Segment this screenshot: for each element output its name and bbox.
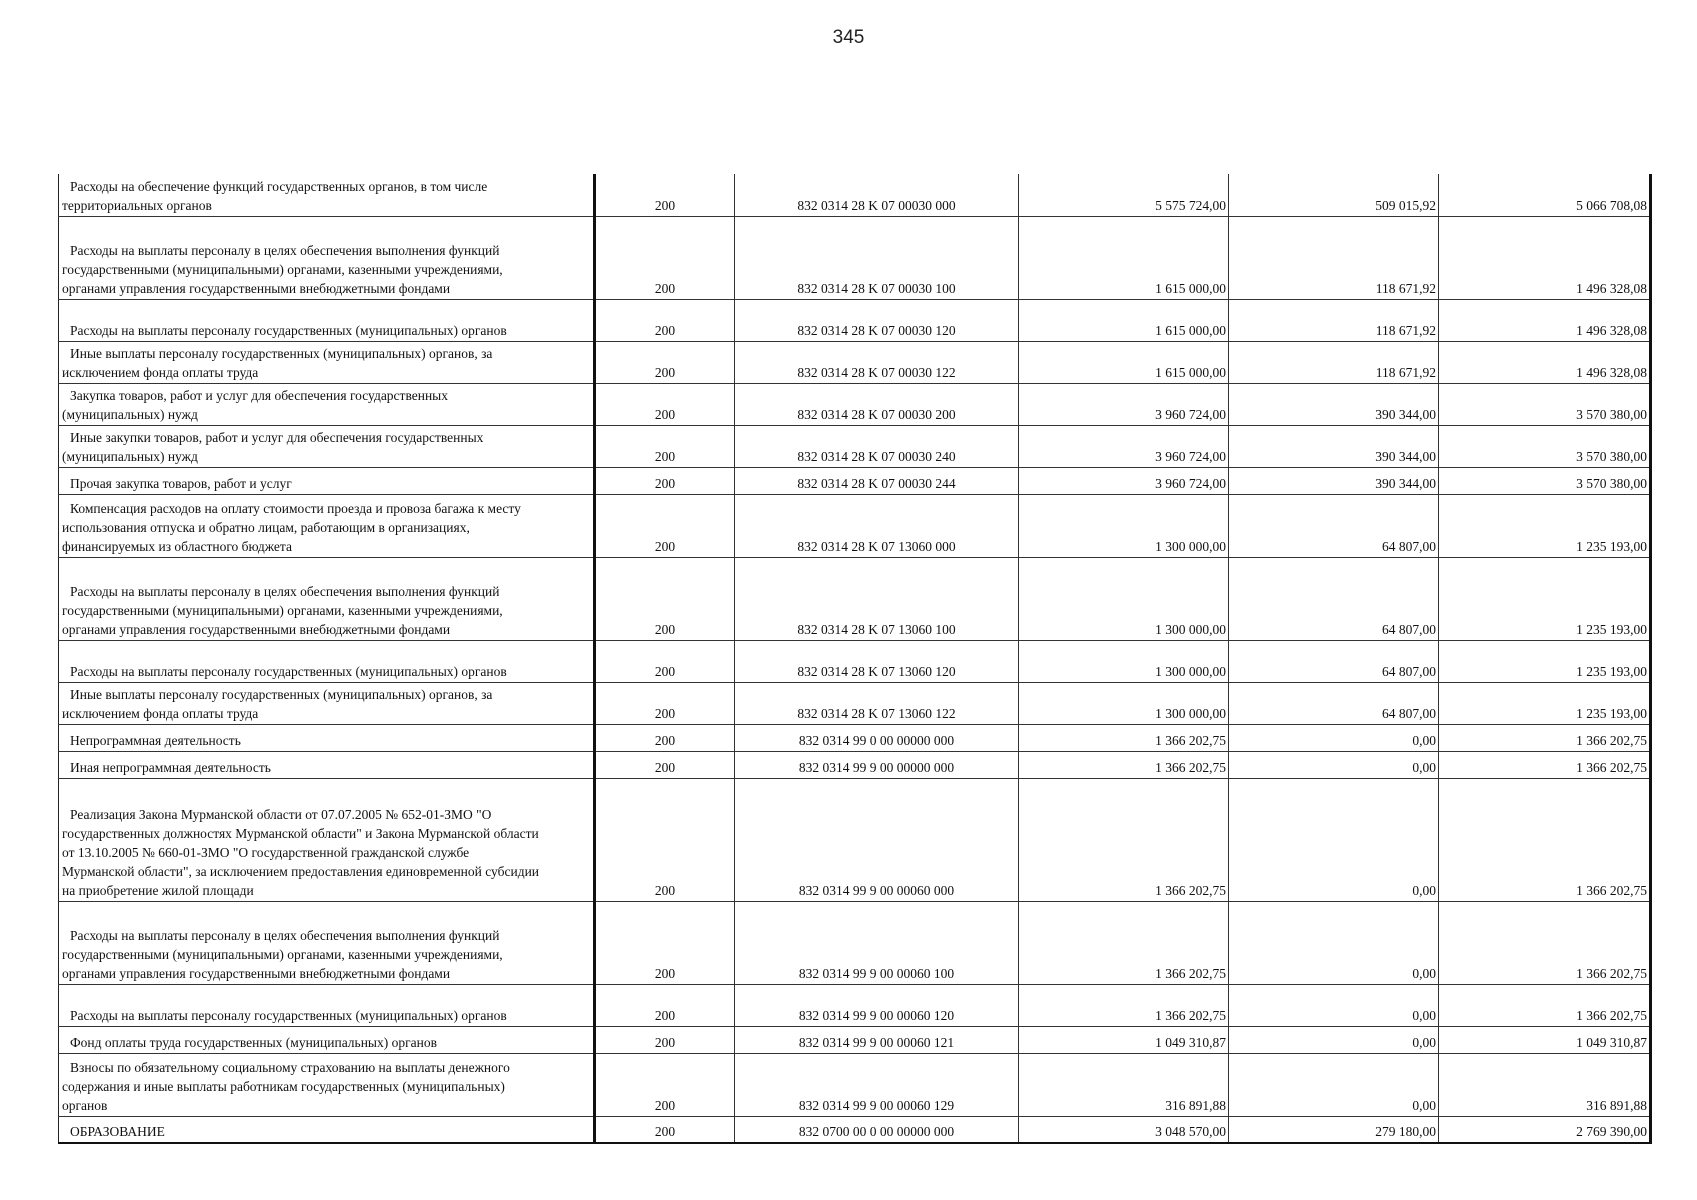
page-number: 345 <box>832 27 865 48</box>
row-name-line: Расходы на выплаты персоналу государственных (муниципальных) органов <box>70 663 507 679</box>
row-unexecuted: 1 496 328,08 <box>1439 299 1651 341</box>
row-approved: 1 300 000,00 <box>1019 557 1229 640</box>
row-approved: 1 615 000,00 <box>1019 216 1229 299</box>
row-unexecuted: 1 496 328,08 <box>1439 216 1651 299</box>
table-row <box>59 425 1651 467</box>
row-name-line: на приобретение жилой площади <box>62 882 254 898</box>
budget-table <box>58 174 1652 1144</box>
row-executed: 118 671,92 <box>1229 299 1439 341</box>
row-name-line: исключением фонда оплаты труда <box>62 705 259 721</box>
row-approved: 1 300 000,00 <box>1019 682 1229 724</box>
row-code: 200 <box>595 467 735 494</box>
row-code: 200 <box>595 724 735 751</box>
row-name-line: Прочая закупка товаров, работ и услуг <box>70 475 292 491</box>
row-name-line: Иные выплаты персоналу государственных (муниципальных) органов, за <box>70 686 493 702</box>
row-code: 200 <box>595 216 735 299</box>
row-name-line: Расходы на выплаты персоналу государственных (муниципальных) органов <box>70 1007 507 1023</box>
row-name-line: Расходы на выплаты персоналу в целях обеспечения выполнения функций <box>70 927 500 943</box>
row-name <box>59 341 595 383</box>
table-row <box>59 216 1651 299</box>
row-classification: 832 0314 28 K 07 00030 000 <box>735 174 1019 216</box>
row-approved: 3 048 570,00 <box>1019 1116 1229 1143</box>
row-classification: 832 0314 99 9 00 00060 000 <box>735 778 1019 901</box>
row-name <box>59 425 595 467</box>
row-name <box>59 1053 595 1116</box>
row-classification: 832 0314 28 K 07 00030 244 <box>735 467 1019 494</box>
row-classification: 832 0314 28 K 07 00030 200 <box>735 383 1019 425</box>
row-name-line: Взносы по обязательному социальному страхованию на выплаты денежного <box>70 1059 510 1075</box>
table-row <box>59 557 1651 640</box>
row-name-line: Реализация Закона Мурманской области от 07.07.2005 № 652-01-ЗМО "О <box>70 806 492 822</box>
table-row <box>59 299 1651 341</box>
row-classification: 832 0314 28 K 07 13060 120 <box>735 640 1019 682</box>
row-name-line: (муниципальных) нужд <box>62 448 198 464</box>
row-name <box>59 751 595 778</box>
row-approved: 3 960 724,00 <box>1019 425 1229 467</box>
row-executed: 0,00 <box>1229 724 1439 751</box>
row-executed: 0,00 <box>1229 901 1439 984</box>
row-name <box>59 557 595 640</box>
row-unexecuted: 1 366 202,75 <box>1439 724 1651 751</box>
table-row <box>59 901 1651 984</box>
row-unexecuted: 316 891,88 <box>1439 1053 1651 1116</box>
row-code: 200 <box>595 778 735 901</box>
row-executed: 0,00 <box>1229 778 1439 901</box>
row-unexecuted: 1 235 193,00 <box>1439 494 1651 557</box>
row-classification: 832 0314 99 9 00 00060 120 <box>735 984 1019 1026</box>
row-name-line: территориальных органов <box>62 197 212 213</box>
row-classification: 832 0314 99 9 00 00060 129 <box>735 1053 1019 1116</box>
row-approved: 1 300 000,00 <box>1019 494 1229 557</box>
row-executed: 64 807,00 <box>1229 682 1439 724</box>
row-name-line: Иные закупки товаров, работ и услуг для обеспечения государственных <box>70 429 484 445</box>
row-approved: 1 366 202,75 <box>1019 724 1229 751</box>
row-executed: 0,00 <box>1229 984 1439 1026</box>
row-approved: 1 300 000,00 <box>1019 640 1229 682</box>
row-name-line: исключением фонда оплаты труда <box>62 364 259 380</box>
row-code: 200 <box>595 901 735 984</box>
row-name-line: государственными (муниципальными) органами, казенными учреждениями, <box>62 261 503 277</box>
table-row <box>59 494 1651 557</box>
row-approved: 1 615 000,00 <box>1019 299 1229 341</box>
row-name-line: использования отпуска и обратно лицам, работающим в организациях, <box>62 519 470 535</box>
row-name <box>59 1026 595 1053</box>
row-name-line: содержания и иные выплаты работникам государственных (муниципальных) <box>62 1078 505 1094</box>
row-name-line: Мурманской области", за исключением предоставления единовременной субсидии <box>62 863 540 879</box>
row-name-line: органами управления государственными внебюджетными фондами <box>62 621 451 637</box>
row-unexecuted: 1 366 202,75 <box>1439 901 1651 984</box>
row-name <box>59 984 595 1026</box>
row-classification: 832 0700 00 0 00 00000 000 <box>735 1116 1019 1143</box>
row-executed: 118 671,92 <box>1229 341 1439 383</box>
table-row <box>59 1053 1651 1116</box>
row-unexecuted: 2 769 390,00 <box>1439 1116 1651 1143</box>
row-classification: 832 0314 99 9 00 00000 000 <box>735 751 1019 778</box>
row-name-line: (муниципальных) нужд <box>62 406 198 422</box>
row-executed: 64 807,00 <box>1229 640 1439 682</box>
table-row <box>59 751 1651 778</box>
row-approved: 3 960 724,00 <box>1019 383 1229 425</box>
row-name <box>59 778 595 901</box>
row-name-line: государственными (муниципальными) органами, казенными учреждениями, <box>62 602 503 618</box>
table-row <box>59 984 1651 1026</box>
row-name-line: органами управления государственными внебюджетными фондами <box>62 965 451 981</box>
row-unexecuted: 1 235 193,00 <box>1439 640 1651 682</box>
table-row <box>59 174 1651 216</box>
row-approved: 3 960 724,00 <box>1019 467 1229 494</box>
row-approved: 316 891,88 <box>1019 1053 1229 1116</box>
row-unexecuted: 1 235 193,00 <box>1439 682 1651 724</box>
row-classification: 832 0314 28 K 07 00030 120 <box>735 299 1019 341</box>
row-approved: 5 575 724,00 <box>1019 174 1229 216</box>
row-code: 200 <box>595 751 735 778</box>
row-classification: 832 0314 28 K 07 13060 000 <box>735 494 1019 557</box>
row-name <box>59 299 595 341</box>
row-unexecuted: 1 366 202,75 <box>1439 778 1651 901</box>
row-code: 200 <box>595 557 735 640</box>
row-executed: 64 807,00 <box>1229 557 1439 640</box>
row-unexecuted: 3 570 380,00 <box>1439 383 1651 425</box>
row-classification: 832 0314 99 0 00 00000 000 <box>735 724 1019 751</box>
row-executed: 390 344,00 <box>1229 467 1439 494</box>
row-code: 200 <box>595 682 735 724</box>
row-approved: 1 366 202,75 <box>1019 901 1229 984</box>
row-name-line: Расходы на обеспечение функций государственных органов, в том числе <box>70 178 488 194</box>
row-name-line: ОБРАЗОВАНИЕ <box>70 1124 165 1139</box>
table-row <box>59 467 1651 494</box>
row-classification: 832 0314 28 K 07 00030 240 <box>735 425 1019 467</box>
row-approved: 1 615 000,00 <box>1019 341 1229 383</box>
row-name-line: государственными (муниципальными) органами, казенными учреждениями, <box>62 946 503 962</box>
row-name-line: финансируемых из областного бюджета <box>62 538 292 554</box>
row-name-line: Иная непрограммная деятельность <box>70 759 271 775</box>
row-name-line: Непрограммная деятельность <box>70 732 241 748</box>
row-name <box>59 640 595 682</box>
row-unexecuted: 1 366 202,75 <box>1439 751 1651 778</box>
row-unexecuted: 5 066 708,08 <box>1439 174 1651 216</box>
row-executed: 118 671,92 <box>1229 216 1439 299</box>
table-row <box>59 1026 1651 1053</box>
table-row <box>59 383 1651 425</box>
row-code: 200 <box>595 425 735 467</box>
row-name <box>59 901 595 984</box>
row-code: 200 <box>595 1053 735 1116</box>
row-code: 200 <box>595 494 735 557</box>
row-executed: 509 015,92 <box>1229 174 1439 216</box>
row-code: 200 <box>595 383 735 425</box>
row-name <box>59 216 595 299</box>
row-name-line: органами управления государственными внебюджетными фондами <box>62 280 451 296</box>
row-code: 200 <box>595 341 735 383</box>
row-approved: 1 366 202,75 <box>1019 751 1229 778</box>
table-row <box>59 1116 1651 1143</box>
row-executed: 390 344,00 <box>1229 383 1439 425</box>
budget-table-body <box>59 174 1651 1143</box>
table-row <box>59 778 1651 901</box>
table-row <box>59 682 1651 724</box>
row-name-line: органов <box>62 1097 108 1113</box>
row-name-line: Компенсация расходов на оплату стоимости проезда и провоза багажа к месту <box>70 500 521 516</box>
row-name-line: Закупка товаров, работ и услуг для обеспечения государственных <box>70 387 449 403</box>
row-name <box>59 1116 595 1143</box>
row-approved: 1 049 310,87 <box>1019 1026 1229 1053</box>
row-approved: 1 366 202,75 <box>1019 984 1229 1026</box>
row-executed: 0,00 <box>1229 1053 1439 1116</box>
row-unexecuted: 1 049 310,87 <box>1439 1026 1651 1053</box>
row-executed: 0,00 <box>1229 751 1439 778</box>
row-unexecuted: 1 235 193,00 <box>1439 557 1651 640</box>
row-name-line: от 13.10.2005 № 660-01-ЗМО "О государственной гражданской службе <box>62 844 470 860</box>
row-code: 200 <box>595 640 735 682</box>
row-name-line: Расходы на выплаты персоналу в целях обеспечения выполнения функций <box>70 583 500 599</box>
row-executed: 0,00 <box>1229 1026 1439 1053</box>
row-classification: 832 0314 28 K 07 00030 122 <box>735 341 1019 383</box>
row-name-line: Иные выплаты персоналу государственных (муниципальных) органов, за <box>70 345 493 361</box>
row-executed: 390 344,00 <box>1229 425 1439 467</box>
row-code: 200 <box>595 1116 735 1143</box>
row-name-line: Расходы на выплаты персоналу в целях обеспечения выполнения функций <box>70 242 500 258</box>
row-classification: 832 0314 28 K 07 13060 100 <box>735 557 1019 640</box>
row-unexecuted: 1 496 328,08 <box>1439 341 1651 383</box>
row-code: 200 <box>595 1026 735 1053</box>
row-unexecuted: 3 570 380,00 <box>1439 467 1651 494</box>
row-executed: 279 180,00 <box>1229 1116 1439 1143</box>
row-code: 200 <box>595 174 735 216</box>
row-name <box>59 724 595 751</box>
table-row <box>59 640 1651 682</box>
row-unexecuted: 3 570 380,00 <box>1439 425 1651 467</box>
row-classification: 832 0314 99 9 00 00060 121 <box>735 1026 1019 1053</box>
row-name <box>59 383 595 425</box>
row-name <box>59 494 595 557</box>
row-executed: 64 807,00 <box>1229 494 1439 557</box>
row-name <box>59 467 595 494</box>
row-approved: 1 366 202,75 <box>1019 778 1229 901</box>
row-code: 200 <box>595 299 735 341</box>
row-classification: 832 0314 28 K 07 13060 122 <box>735 682 1019 724</box>
table-row <box>59 341 1651 383</box>
row-name-line: Расходы на выплаты персоналу государственных (муниципальных) органов <box>70 322 507 338</box>
row-name <box>59 682 595 724</box>
row-classification: 832 0314 28 K 07 00030 100 <box>735 216 1019 299</box>
row-classification: 832 0314 99 9 00 00060 100 <box>735 901 1019 984</box>
row-name-line: Фонд оплаты труда государственных (муниципальных) органов <box>70 1034 437 1050</box>
row-code: 200 <box>595 984 735 1026</box>
table-row <box>59 724 1651 751</box>
row-name-line: государственных должностях Мурманской области" и Закона Мурманской области <box>62 825 539 841</box>
row-unexecuted: 1 366 202,75 <box>1439 984 1651 1026</box>
row-name <box>59 174 595 216</box>
